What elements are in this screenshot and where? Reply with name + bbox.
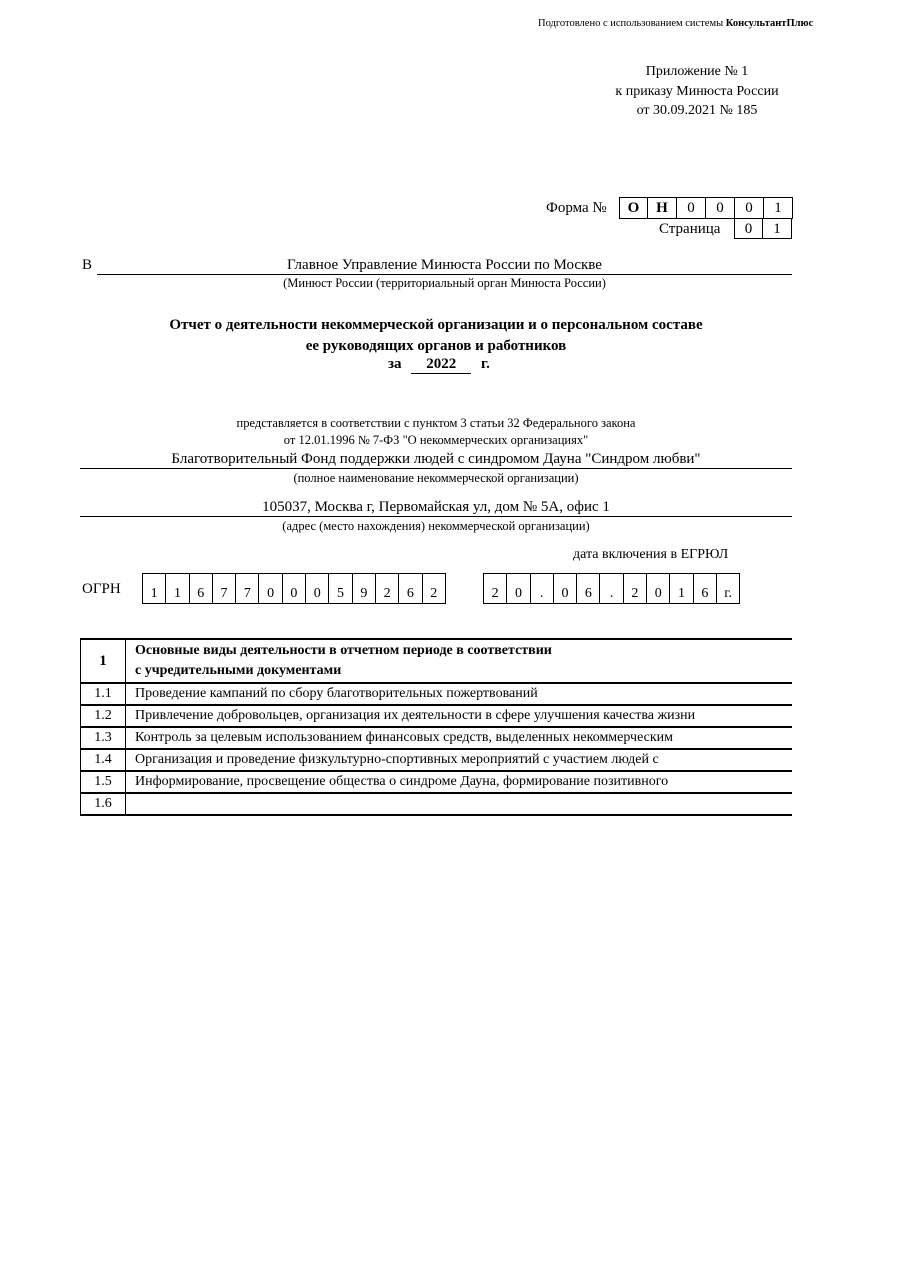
ogrn-digit: 9: [352, 574, 375, 604]
ogrn-digit: 6: [398, 574, 421, 604]
activities-heading: [126, 639, 793, 683]
date-char: 2: [623, 574, 646, 604]
legal-basis-line1: представляется в соответствии с пунктом 3 статьи 32 Федерального закона: [236, 416, 636, 430]
egrul-date-label: дата включения в ЕГРЮЛ: [573, 547, 729, 562]
table-row: [81, 771, 793, 793]
ogrn-digit: 2: [422, 574, 445, 604]
row-text: Информирование, просвещение общества о синдроме Дауна, формирование позитивного: [126, 771, 793, 793]
table-row: [81, 749, 793, 771]
table-row: [81, 793, 793, 815]
report-title: [80, 315, 792, 357]
recipient-caption: (Минюст России (территориальный орган Минюста России): [283, 276, 606, 290]
recipient-value: Главное Управление Минюста России по Москве: [97, 256, 792, 275]
date-char: 6: [576, 574, 599, 604]
date-char: г.: [716, 574, 739, 604]
consultant-note-prefix: Подготовлено с использованием системы: [538, 18, 724, 29]
form-cell: Н: [648, 197, 677, 219]
activities-heading-line2: с учредительными документами: [135, 663, 342, 678]
date-char: 2: [483, 574, 506, 604]
legal-basis: [80, 415, 792, 449]
activities-table: [80, 638, 792, 816]
page-cell: 0: [734, 218, 763, 239]
ogrn-digit: 1: [142, 574, 165, 604]
year-suffix: г.: [481, 356, 490, 372]
report-year: [388, 356, 490, 374]
appendix-block: [597, 62, 797, 121]
page-label: Страница: [659, 221, 721, 237]
activities-heading-line1: Основные виды деятельности в отчетном периоде в соответствии: [135, 643, 552, 658]
report-title-line1: Отчет о деятельности некоммерческой организации и о персональном составе: [169, 317, 703, 333]
form-cell: 0: [706, 197, 735, 219]
recipient-prefix: В: [82, 257, 93, 273]
ogrn-digit: 2: [375, 574, 398, 604]
date-char: 1: [669, 574, 692, 604]
activities-header-row: [81, 639, 793, 683]
row-number: 1.5: [81, 771, 126, 793]
year-value: 2022: [411, 356, 471, 374]
organization-address: 105037, Москва г, Первомайская ул, дом № 5А, офис 1: [80, 499, 792, 517]
organization-address-caption: (адрес (место нахождения) некоммерческой организации): [282, 519, 590, 533]
page-number-boxes: [734, 218, 792, 239]
organization-name: Благотворительный Фонд поддержки людей с синдромом Дауна "Синдром любви": [80, 451, 792, 469]
form-cell: 1: [764, 197, 793, 219]
ogrn-digit: 5: [328, 574, 351, 604]
ogrn-boxes: [142, 573, 446, 604]
form-label: Форма №: [546, 200, 607, 216]
table-row: [81, 683, 793, 705]
ogrn-digit: 0: [258, 574, 281, 604]
row-text: [126, 793, 793, 815]
date-char: 0: [646, 574, 669, 604]
table-row: [81, 705, 793, 727]
ogrn-digit: 7: [235, 574, 258, 604]
appendix-line3: от 30.09.2021 № 185: [636, 103, 758, 118]
date-char: 0: [553, 574, 576, 604]
legal-basis-line2: от 12.01.1996 № 7-ФЗ "О некоммерческих организациях": [283, 433, 589, 447]
ogrn-label: ОГРН: [82, 581, 121, 597]
organization-name-caption: (полное наименование некоммерческой организации): [293, 471, 579, 485]
table-row: [81, 727, 793, 749]
consultant-brand: КонсультантПлюс: [725, 18, 814, 29]
row-text: Организация и проведение физкультурно-спортивных мероприятий с участием людей с: [126, 749, 793, 771]
row-number: 1.4: [81, 749, 126, 771]
row-text: Проведение кампаний по сбору благотворительных пожертвований: [126, 683, 793, 705]
section-number: 1: [81, 639, 126, 683]
row-number: 1.2: [81, 705, 126, 727]
date-char: .: [599, 574, 622, 604]
consultant-note: [538, 18, 813, 29]
appendix-line2: к приказу Минюста России: [615, 83, 779, 99]
row-number: 1.3: [81, 727, 126, 749]
report-title-line2: ее руководящих органов и работников: [305, 338, 567, 354]
year-prefix: за: [388, 356, 402, 372]
form-cell: О: [619, 197, 648, 219]
ogrn-digit: 7: [212, 574, 235, 604]
ogrn-digit: 0: [282, 574, 305, 604]
form-cell: 0: [677, 197, 706, 219]
form-number-boxes: [619, 197, 793, 219]
date-char: .: [530, 574, 553, 604]
row-text: Привлечение добровольцев, организация их деятельности в сфере улучшения качества жизни: [126, 705, 793, 727]
ogrn-digit: 1: [165, 574, 188, 604]
page-cell: 1: [763, 218, 792, 239]
ogrn-digit: 6: [189, 574, 212, 604]
row-number: 1.6: [81, 793, 126, 815]
egrul-date-boxes: [483, 573, 740, 604]
appendix-line1: Приложение № 1: [645, 64, 749, 79]
date-char: 0: [506, 574, 529, 604]
form-cell: 0: [735, 197, 764, 219]
row-text: Контроль за целевым использованием финансовых средств, выделенных некоммерческим: [126, 727, 793, 749]
row-number: 1.1: [81, 683, 126, 705]
ogrn-digit: 0: [305, 574, 328, 604]
date-char: 6: [693, 574, 716, 604]
